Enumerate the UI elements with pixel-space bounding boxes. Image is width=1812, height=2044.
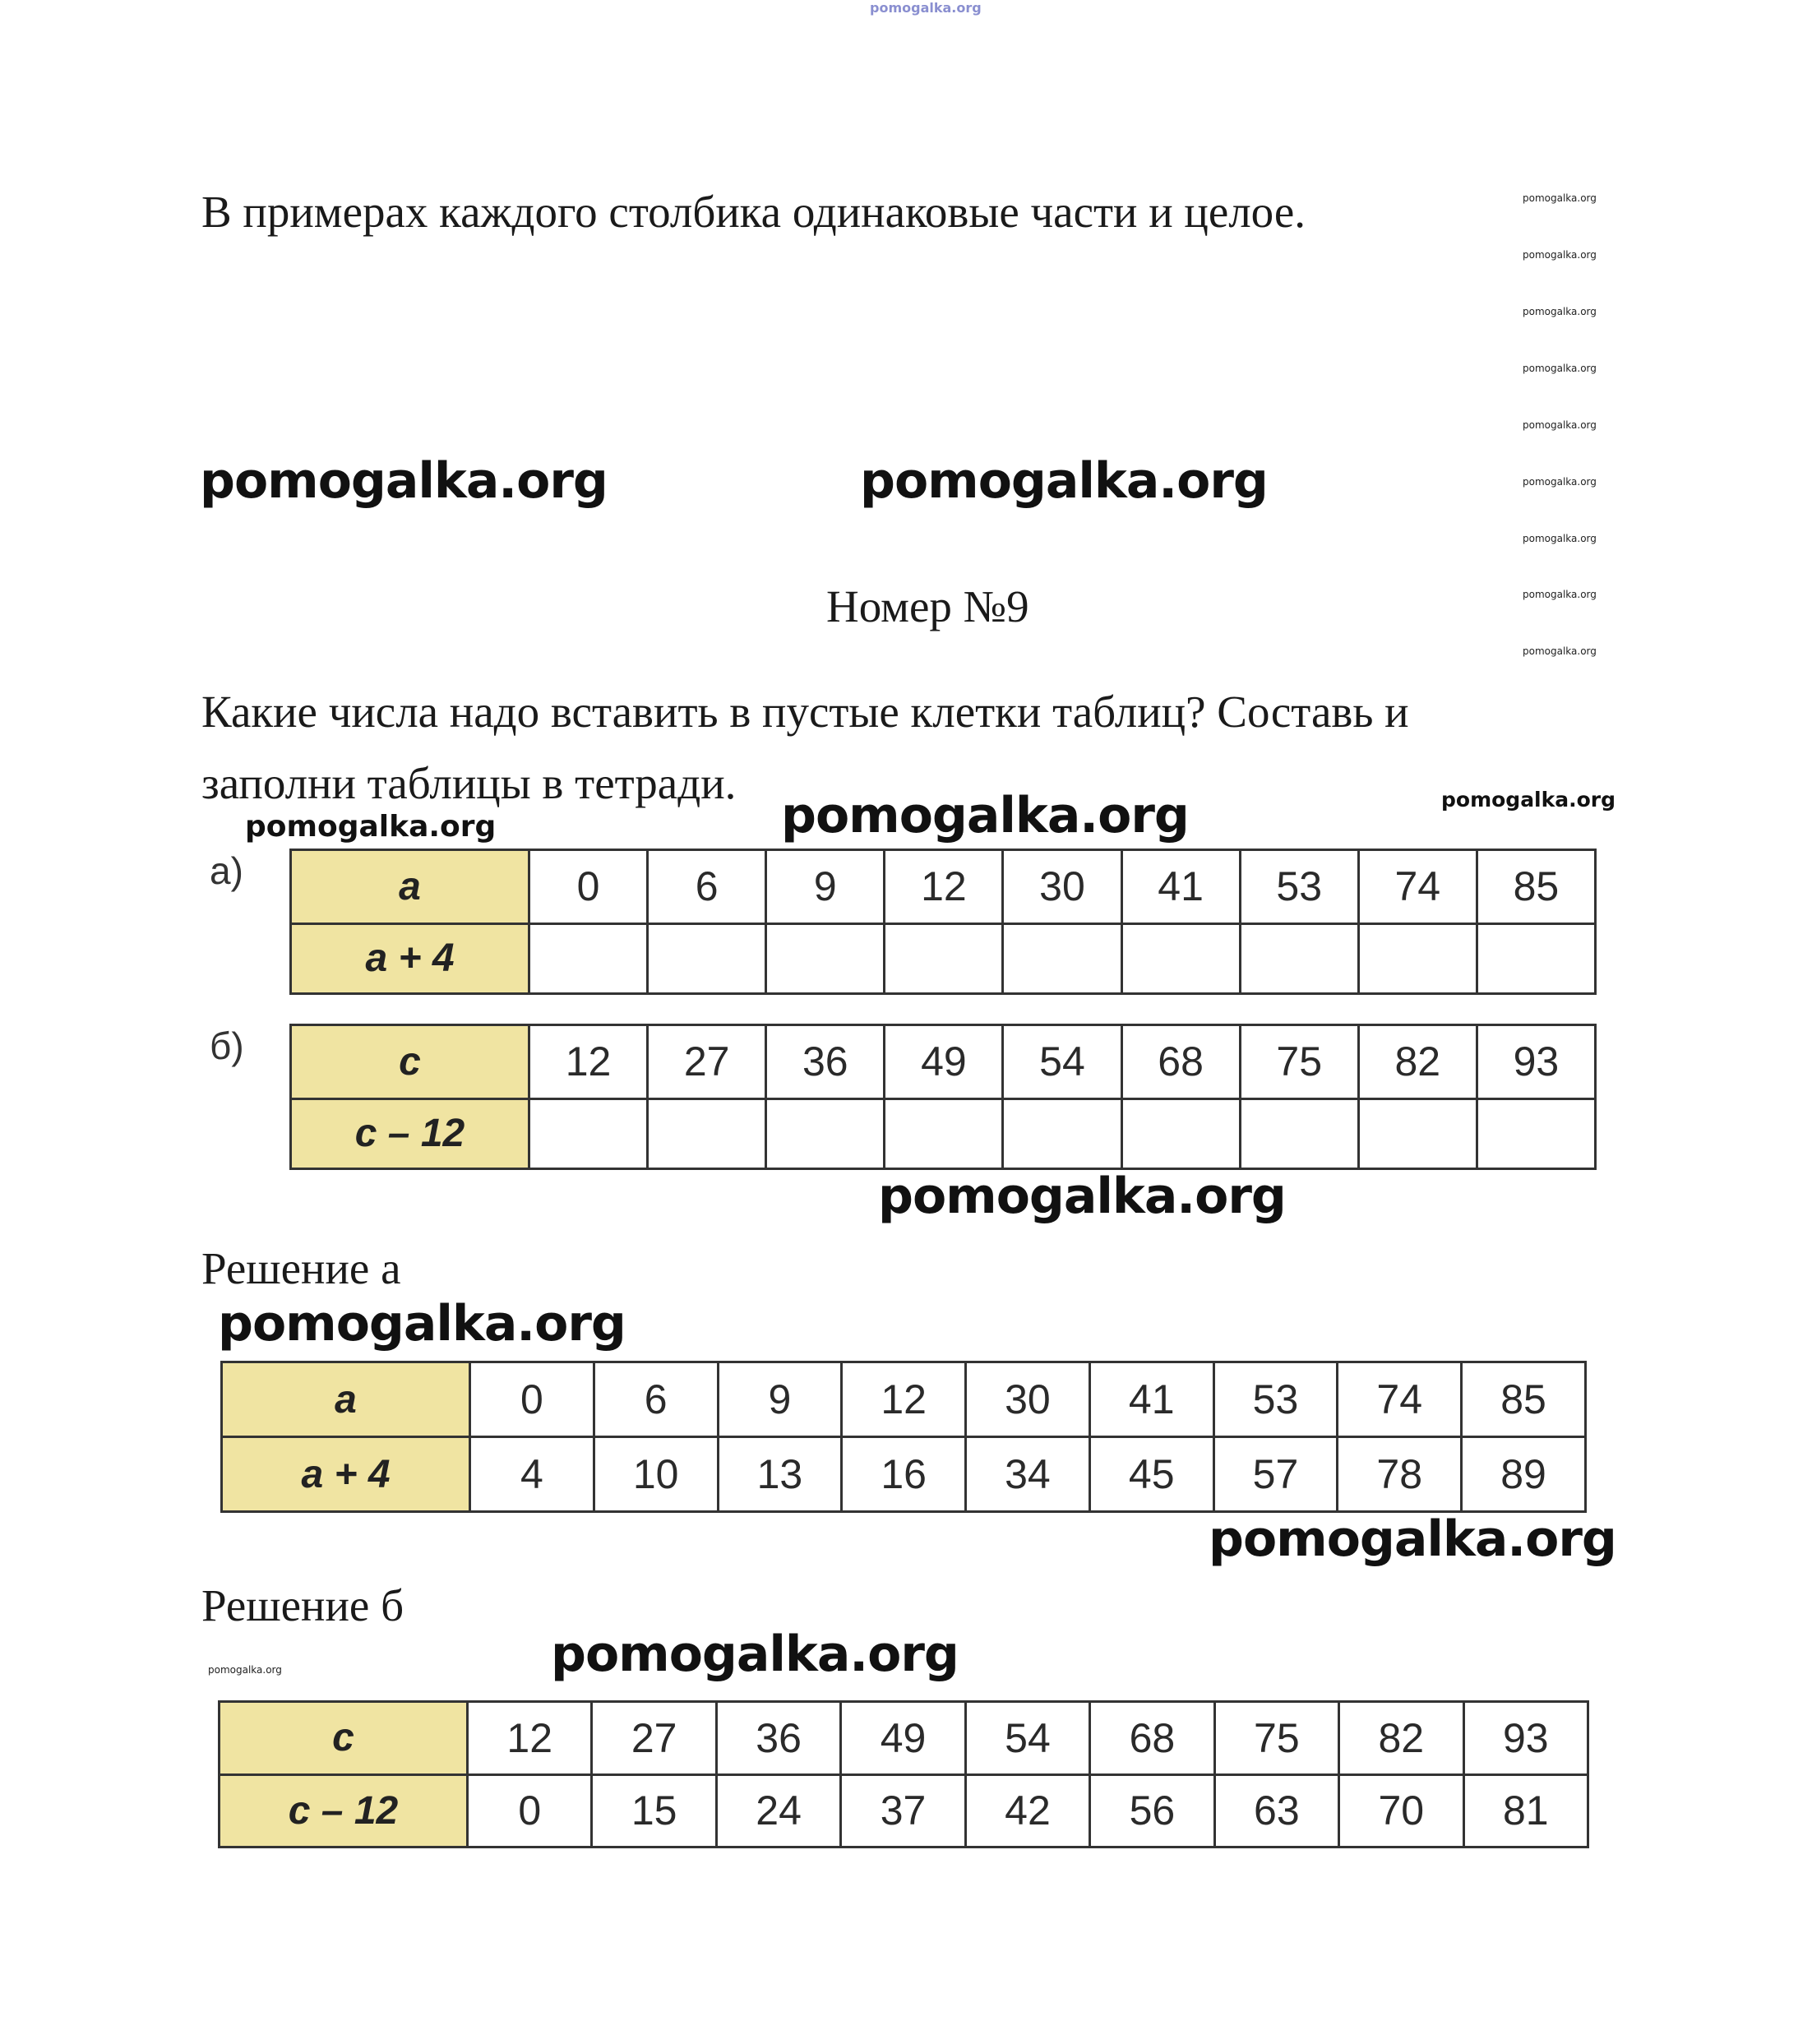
table-cell: 6 bbox=[594, 1362, 718, 1437]
table-cell: 45 bbox=[1089, 1437, 1213, 1512]
watermark-small: pomogalka.org bbox=[208, 1664, 282, 1676]
table-cell: 75 bbox=[1214, 1702, 1338, 1775]
empty-cell bbox=[1477, 1098, 1595, 1168]
table-cell: 81 bbox=[1463, 1774, 1588, 1847]
row-header: a + 4 bbox=[222, 1437, 470, 1512]
table-cell: 16 bbox=[842, 1437, 966, 1512]
empty-cell bbox=[1358, 1098, 1477, 1168]
table-cell: 42 bbox=[965, 1774, 1089, 1847]
empty-cell bbox=[885, 923, 1003, 993]
watermark-small: pomogalka.org bbox=[1523, 249, 1597, 261]
watermark-large: pomogalka.org bbox=[551, 1625, 959, 1683]
empty-cell bbox=[648, 923, 766, 993]
table-cell: 36 bbox=[716, 1702, 840, 1775]
watermark-large: pomogalka.org bbox=[781, 787, 1189, 844]
task-b-label: б) bbox=[210, 1024, 244, 1067]
solution-table-b bbox=[218, 1700, 1589, 1848]
table-cell: 41 bbox=[1089, 1362, 1213, 1437]
table-cell: 93 bbox=[1463, 1702, 1588, 1775]
row-header: c – 12 bbox=[291, 1098, 529, 1168]
watermark-small: pomogalka.org bbox=[1523, 363, 1597, 374]
empty-cell bbox=[1003, 923, 1121, 993]
table-cell: 57 bbox=[1213, 1437, 1338, 1512]
table-cell: 34 bbox=[966, 1437, 1090, 1512]
row-header: c bbox=[291, 1025, 529, 1099]
solution-b-heading: Решение б bbox=[201, 1580, 404, 1630]
empty-cell bbox=[1003, 1098, 1121, 1168]
empty-cell bbox=[766, 1098, 885, 1168]
intro-text: В примерах каждого столбика одинаковые части и целое. bbox=[201, 187, 1306, 237]
table-cell: 68 bbox=[1121, 1025, 1240, 1099]
empty-cell bbox=[1477, 923, 1595, 993]
task-table-a bbox=[289, 849, 1597, 995]
table-cell: 74 bbox=[1338, 1362, 1462, 1437]
table-cell: 15 bbox=[592, 1774, 716, 1847]
watermark-small: pomogalka.org bbox=[1523, 533, 1597, 544]
table-cell: 56 bbox=[1090, 1774, 1214, 1847]
table-cell: 85 bbox=[1462, 1362, 1586, 1437]
table-cell: 27 bbox=[648, 1025, 766, 1099]
table-cell: 70 bbox=[1339, 1774, 1463, 1847]
table-cell: 0 bbox=[529, 850, 648, 924]
empty-cell bbox=[648, 1098, 766, 1168]
watermark-medium: pomogalka.org bbox=[245, 810, 497, 844]
table-cell: 74 bbox=[1358, 850, 1477, 924]
table-cell: 12 bbox=[842, 1362, 966, 1437]
table-cell: 0 bbox=[468, 1774, 592, 1847]
empty-cell bbox=[1358, 923, 1477, 993]
table-cell: 54 bbox=[965, 1702, 1089, 1775]
row-header: a bbox=[291, 850, 529, 924]
table-cell: 9 bbox=[766, 850, 885, 924]
question-line-2: заполни таблицы в тетради. bbox=[201, 758, 737, 808]
table-cell: 4 bbox=[470, 1437, 594, 1512]
watermark-small: pomogalka.org bbox=[1523, 589, 1597, 600]
row-header: a + 4 bbox=[291, 923, 529, 993]
exercise-title: Номер №9 bbox=[826, 581, 1029, 631]
table-cell: 30 bbox=[966, 1362, 1090, 1437]
solution-table-a bbox=[220, 1361, 1587, 1513]
watermark-small: pomogalka.org bbox=[1523, 192, 1597, 204]
table-cell: 12 bbox=[885, 850, 1003, 924]
table-cell: 30 bbox=[1003, 850, 1121, 924]
row-header: c – 12 bbox=[220, 1774, 468, 1847]
table-cell: 63 bbox=[1214, 1774, 1338, 1847]
table-cell: 12 bbox=[529, 1025, 648, 1099]
table-cell: 37 bbox=[841, 1774, 965, 1847]
solution-a-heading: Решение а bbox=[201, 1243, 401, 1293]
empty-cell bbox=[529, 923, 648, 993]
question-line-1: Какие числа надо вставить в пустые клетки таблиц? Составь и bbox=[201, 687, 1409, 737]
watermark-large: pomogalka.org bbox=[200, 452, 608, 510]
watermark-large: pomogalka.org bbox=[860, 452, 1268, 510]
empty-cell bbox=[1121, 1098, 1240, 1168]
table-cell: 41 bbox=[1121, 850, 1240, 924]
table-cell: 0 bbox=[470, 1362, 594, 1437]
row-header: a bbox=[222, 1362, 470, 1437]
watermark-large: pomogalka.org bbox=[218, 1295, 626, 1353]
watermark-small: pomogalka.org bbox=[1523, 476, 1597, 488]
table-cell: 53 bbox=[1213, 1362, 1338, 1437]
table-cell: 53 bbox=[1240, 850, 1358, 924]
watermark-medium: pomogalka.org bbox=[1441, 788, 1616, 812]
table-cell: 75 bbox=[1240, 1025, 1358, 1099]
table-cell: 10 bbox=[594, 1437, 718, 1512]
table-cell: 93 bbox=[1477, 1025, 1595, 1099]
empty-cell bbox=[529, 1098, 648, 1168]
table-cell: 24 bbox=[716, 1774, 840, 1847]
table-cell: 85 bbox=[1477, 850, 1595, 924]
task-a-label: а) bbox=[210, 849, 243, 892]
table-cell: 78 bbox=[1338, 1437, 1462, 1512]
table-cell: 6 bbox=[648, 850, 766, 924]
table-cell: 9 bbox=[718, 1362, 842, 1437]
watermark-small: pomogalka.org bbox=[1523, 306, 1597, 317]
table-cell: 36 bbox=[766, 1025, 885, 1099]
empty-cell bbox=[1240, 1098, 1358, 1168]
watermark-small: pomogalka.org bbox=[1523, 419, 1597, 431]
top-watermark: pomogalka.org bbox=[870, 0, 982, 16]
empty-cell bbox=[1240, 923, 1358, 993]
table-cell: 12 bbox=[468, 1702, 592, 1775]
watermark-large: pomogalka.org bbox=[878, 1168, 1286, 1225]
table-cell: 82 bbox=[1358, 1025, 1477, 1099]
empty-cell bbox=[885, 1098, 1003, 1168]
table-cell: 13 bbox=[718, 1437, 842, 1512]
watermark-small: pomogalka.org bbox=[1523, 645, 1597, 657]
empty-cell bbox=[1121, 923, 1240, 993]
row-header: c bbox=[220, 1702, 468, 1775]
table-cell: 49 bbox=[885, 1025, 1003, 1099]
table-cell: 49 bbox=[841, 1702, 965, 1775]
task-table-b bbox=[289, 1024, 1597, 1170]
watermark-large: pomogalka.org bbox=[1209, 1510, 1616, 1568]
table-cell: 54 bbox=[1003, 1025, 1121, 1099]
empty-cell bbox=[766, 923, 885, 993]
table-cell: 68 bbox=[1090, 1702, 1214, 1775]
table-cell: 82 bbox=[1339, 1702, 1463, 1775]
table-cell: 27 bbox=[592, 1702, 716, 1775]
table-cell: 89 bbox=[1462, 1437, 1586, 1512]
